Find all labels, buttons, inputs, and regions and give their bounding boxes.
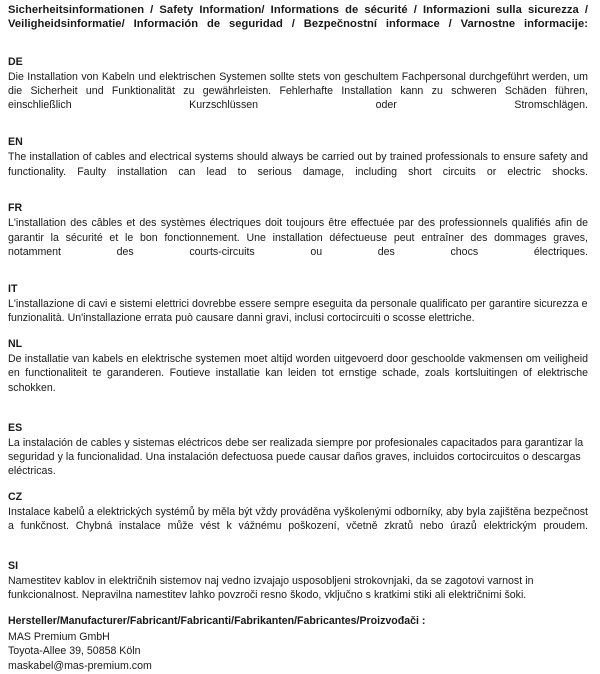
- language-text-si: Namestitev kablov in električnih sistemov naj vedno izvajajo usposobljeni strokovnjaki, da se zagotovi varnost in funkcionalnost. Nepravilna namestitev lahko povzroči resno škodo, vključno s kratkimi stiki ali električnimi šoki.: [8, 574, 534, 602]
- language-text-fr: L'installation des câbles et des systèmes électriques doit toujours être effectuée par des professionnels qualifiés afin de garantir la sécurité et le bon fonctionnement. Une installation défectueuse peut entraîner des dommages graves, notamment des courts-circuits ou des chocs électriques.: [8, 217, 588, 259]
- language-code-en: EN: [8, 136, 23, 149]
- manufacturer-email: maskabel@mas-premium.com: [8, 659, 152, 672]
- language-section-nl: [8, 337, 588, 410]
- language-section-fr: [8, 201, 588, 274]
- language-section-cz: [8, 490, 588, 548]
- language-section-en: [8, 135, 588, 193]
- manufacturer-address: Toyota-Allee 39, 50858 Köln: [8, 645, 141, 658]
- language-code-fr: FR: [8, 202, 23, 215]
- language-code-cz: CZ: [8, 490, 23, 503]
- language-text-de: Die Installation von Kabeln und elektrischen Systemen sollte stets von geschultem Fachpersonal durchgeführt werden, um die Sicherheit und Funktionalität zu gewährleisten. Fehlerhafte Installation kann zu schweren Schäden führen, einschließlich Kurzschlüssen oder Stromschlägen.: [8, 70, 588, 112]
- manufacturer-block: [8, 614, 588, 674]
- language-text-cz: Instalace kabelů a elektrických systémů by měla být vždy prováděna vyškolenými odborníky, aby byla zajištěna bezpečnost a funkčnost. Chybná instalace může vést k vážnému poškození, včetně zkratů nebo úrazů elektrickým proudem.: [8, 505, 588, 533]
- language-code-nl: NL: [8, 337, 23, 350]
- language-section-si: [8, 559, 588, 603]
- language-text-es: La instalación de cables y sistemas eléctricos debe ser realizada siempre por profesionales capacitados para garantizar la seguridad y la funcionalidad. Una instalación defectuosa puede causar daños graves, incluidos cortocircuitos o descargas eléctricas.: [8, 436, 584, 478]
- language-section-es: [8, 421, 588, 479]
- manufacturer-heading: Hersteller/Manufacturer/Fabricant/Fabricanti/Fabrikanten/Fabricantes/Proizvođači :: [8, 614, 426, 627]
- language-code-es: ES: [8, 421, 23, 434]
- language-code-de: DE: [8, 55, 23, 68]
- language-text-en: The installation of cables and electrical systems should always be carried out by trained professionals to ensure safety and functionality. Faulty installation can lead to serious damage, including short circuits or electric shocks.: [8, 151, 588, 178]
- manufacturer-company: MAS Premium GmbH: [8, 630, 110, 643]
- language-text-it: L'installazione di cavi e sistemi elettrici dovrebbe essere sempre eseguita da personale qualificato per garantire sicurezza e funzionalità. Un'installazione errata può causare danni gravi, inclusi cortocircuiti o scosse elettriche.: [8, 298, 588, 325]
- language-code-si: SI: [8, 559, 19, 572]
- language-text-nl: De installatie van kabels en elektrische systemen moet altijd worden uitgevoerd door geschoolde vakmensen om veiligheid en functionaliteit te garanderen. Foutieve installatie kan leiden tot ernstige schade, zoals kortsluitingen of elektrische schokken.: [8, 352, 588, 394]
- language-section-de: [8, 55, 588, 128]
- language-code-it: IT: [8, 283, 18, 296]
- language-section-it: [8, 282, 588, 326]
- page-title: Sicherheitsinformationen / Safety Information/ Informations de sécurité / Informazioni sulla sicurezza / Veiligheidsinformatie/ Información de seguridad / Bezpečnostní informace / Varnostne informacije:: [8, 4, 588, 31]
